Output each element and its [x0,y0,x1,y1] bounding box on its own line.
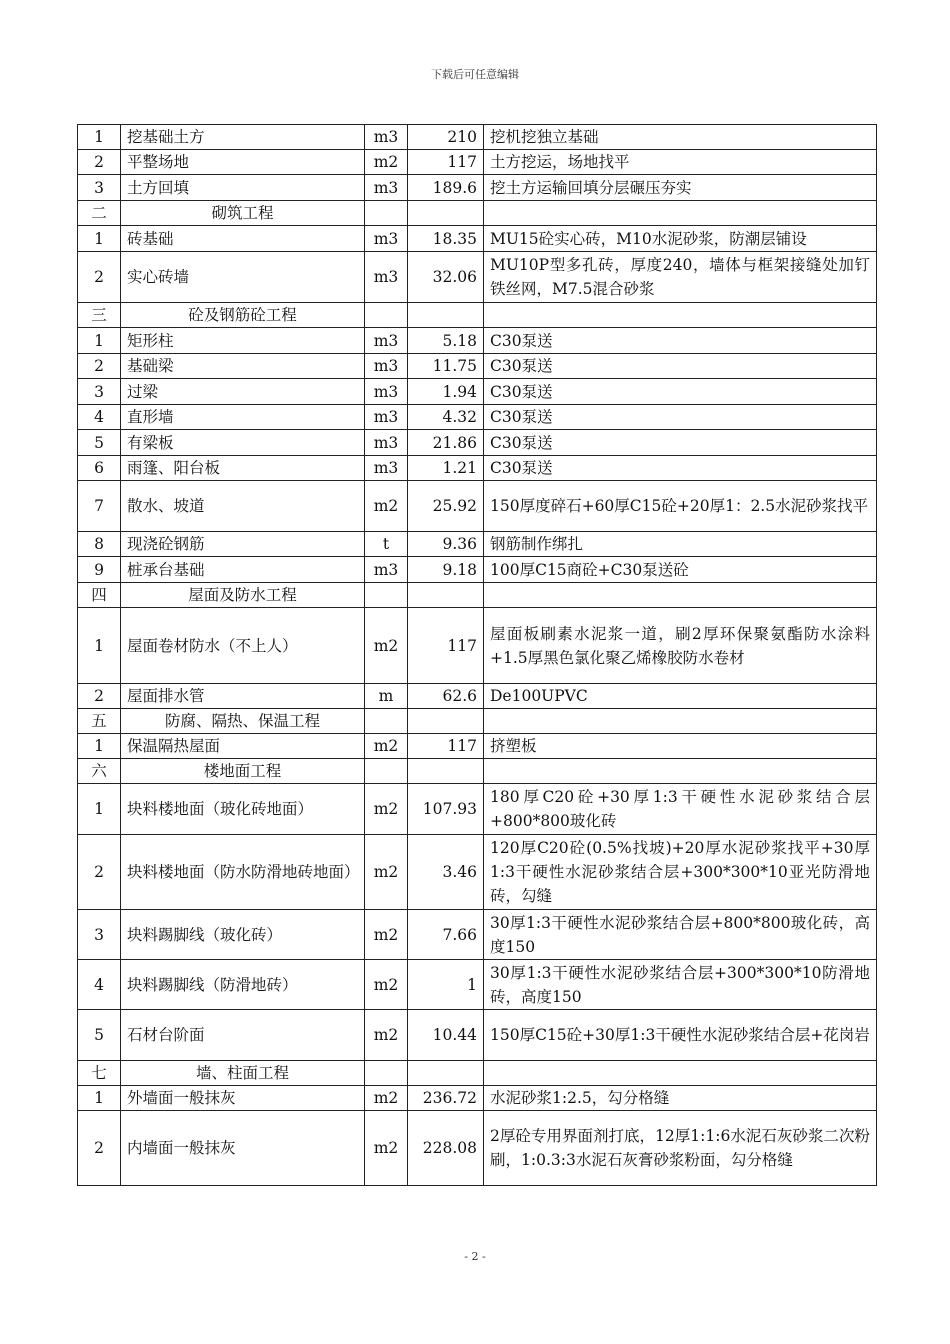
table-row [78,456,877,481]
description-cell: 钢筋制作绑扎 [484,532,877,557]
item-number: 5 [78,1010,121,1061]
item-number: 2 [78,150,121,175]
item-name: 外墙面一般抹灰 [121,1086,365,1111]
item-name: 直形墙 [121,405,365,430]
quantity-cell: 9.36 [408,532,484,557]
description-cell: De100UPVC [484,684,877,709]
quantity-cell: 117 [408,734,484,759]
item-number: 8 [78,532,121,557]
unit-cell: m3 [365,175,408,201]
item-number: 1 [78,734,121,759]
item-name: 保温隔热屋面 [121,734,365,759]
item-name: 块料楼地面（防水防滑地砖地面） [121,835,365,910]
table-row [78,910,877,960]
unit-cell: m2 [365,734,408,759]
description-cell: 土方挖运，场地找平 [484,150,877,175]
section-row [78,1061,877,1086]
item-name: 实心砖墙 [121,252,365,303]
description-cell: 150厚度碎石+60厚C15砼+20厚1：2.5水泥砂浆找平 [484,481,877,532]
unit-cell [365,303,408,328]
unit-cell: m2 [365,910,408,960]
item-name: 挖基础土方 [121,125,365,150]
item-name: 屋面排水管 [121,684,365,709]
item-number: 1 [78,328,121,354]
quantity-cell: 117 [408,608,484,684]
quantity-cell: 189.6 [408,175,484,201]
item-number: 5 [78,430,121,456]
item-number: 1 [78,784,121,835]
item-name: 石材台阶面 [121,1010,365,1061]
table-row [78,252,877,303]
table-row [78,150,877,175]
quantity-cell: 3.46 [408,835,484,910]
description-cell: 2厚砼专用界面剂打底，12厚1:1:6水泥石灰砂浆二次粉刷，1:0.3:3水泥石灰膏砂浆粉面，勾分格缝 [484,1111,877,1186]
unit-cell [365,583,408,608]
section-title: 楼地面工程 [121,759,365,784]
unit-cell: m2 [365,960,408,1010]
description-cell: 挤塑板 [484,734,877,759]
description-cell: C30泵送 [484,379,877,405]
unit-cell: m2 [365,1111,408,1186]
table-row [78,405,877,430]
section-title: 砌筑工程 [121,201,365,226]
item-number: 2 [78,684,121,709]
item-number: 6 [78,456,121,481]
table-row [78,1111,877,1186]
section-row [78,709,877,734]
item-number: 9 [78,557,121,583]
section-row [78,201,877,226]
section-number: 六 [78,759,121,784]
description-cell [484,759,877,784]
table-row [78,532,877,557]
quantity-cell: 228.08 [408,1111,484,1186]
table-row [78,379,877,405]
unit-cell: m2 [365,1086,408,1111]
item-number: 3 [78,910,121,960]
table-row [78,430,877,456]
item-number: 3 [78,175,121,201]
description-cell: C30泵送 [484,430,877,456]
section-title: 屋面及防水工程 [121,583,365,608]
description-cell: C30泵送 [484,405,877,430]
quantity-cell [408,1061,484,1086]
quantity-cell: 117 [408,150,484,175]
description-cell: 180厚C20砼+30厚1:3干硬性水泥砂浆结合层+800*800玻化砖 [484,784,877,835]
description-cell [484,1061,877,1086]
item-name: 块料踢脚线（玻化砖） [121,910,365,960]
quantity-cell: 10.44 [408,1010,484,1061]
quantity-cell: 9.18 [408,557,484,583]
table-row [78,226,877,252]
item-name: 有梁板 [121,430,365,456]
section-number: 四 [78,583,121,608]
table-row [78,481,877,532]
unit-cell: m2 [365,608,408,684]
section-row [78,759,877,784]
item-name: 平整场地 [121,150,365,175]
section-number: 五 [78,709,121,734]
unit-cell: m2 [365,481,408,532]
table-row [78,835,877,910]
quantity-cell: 32.06 [408,252,484,303]
unit-cell: m2 [365,150,408,175]
item-number: 2 [78,252,121,303]
quantity-cell: 25.92 [408,481,484,532]
description-cell: C30泵送 [484,354,877,379]
description-cell: 30厚1:3干硬性水泥砂浆结合层+800*800玻化砖，高度150 [484,910,877,960]
table-row [78,608,877,684]
unit-cell: t [365,532,408,557]
item-name: 屋面卷材防水（不上人） [121,608,365,684]
description-cell: 屋面板刷素水泥浆一道，刷2厚环保聚氨酯防水涂料+1.5厚黑色氯化聚乙烯橡胶防水卷材 [484,608,877,684]
bill-of-quantities-table [77,124,877,1186]
description-cell: 水泥砂浆1:2.5，勾分格缝 [484,1086,877,1111]
section-number: 七 [78,1061,121,1086]
unit-cell [365,201,408,226]
table-row [78,328,877,354]
quantity-cell: 1.94 [408,379,484,405]
description-cell: 120厚C20砼(0.5%找坡)+20厚水泥砂浆找平+30厚1:3干硬性水泥砂浆结合层+300*300*10亚光防滑地砖，勾缝 [484,835,877,910]
unit-cell [365,759,408,784]
quantity-cell: 236.72 [408,1086,484,1111]
section-title: 防腐、隔热、保温工程 [121,709,365,734]
section-title: 墙、柱面工程 [121,1061,365,1086]
table-row [78,175,877,201]
unit-cell [365,709,408,734]
quantity-cell: 107.93 [408,784,484,835]
description-cell [484,583,877,608]
page-number: - 2 - [464,1250,486,1263]
item-number: 2 [78,354,121,379]
item-number: 3 [78,379,121,405]
table-row [78,354,877,379]
description-cell: 100厚C15商砼+C30泵送砼 [484,557,877,583]
unit-cell: m3 [365,226,408,252]
description-cell: 挖土方运输回填分层碾压夯实 [484,175,877,201]
description-cell [484,709,877,734]
quantity-cell: 18.35 [408,226,484,252]
quantity-cell: 1 [408,960,484,1010]
item-name: 雨篷、阳台板 [121,456,365,481]
table-row [78,125,877,150]
table-row [78,960,877,1010]
unit-cell: m3 [365,405,408,430]
item-name: 砖基础 [121,226,365,252]
unit-cell: m2 [365,835,408,910]
section-title: 砼及钢筋砼工程 [121,303,365,328]
item-name: 过梁 [121,379,365,405]
item-name: 块料楼地面（玻化砖地面） [121,784,365,835]
unit-cell: m2 [365,784,408,835]
table-row [78,784,877,835]
description-cell [484,303,877,328]
section-number: 二 [78,201,121,226]
item-name: 散水、坡道 [121,481,365,532]
page-header: 下载后可任意编辑 [431,68,519,81]
unit-cell: m3 [365,379,408,405]
unit-cell: m2 [365,1010,408,1061]
quantity-cell: 210 [408,125,484,150]
quantity-cell [408,759,484,784]
quantity-cell: 62.6 [408,684,484,709]
item-name: 土方回填 [121,175,365,201]
table-row [78,1086,877,1111]
quantity-cell: 5.18 [408,328,484,354]
quantity-cell: 7.66 [408,910,484,960]
item-number: 2 [78,1111,121,1186]
quantity-cell: 21.86 [408,430,484,456]
table-row [78,557,877,583]
quantity-cell: 1.21 [408,456,484,481]
item-number: 7 [78,481,121,532]
item-number: 4 [78,960,121,1010]
description-cell: C30泵送 [484,328,877,354]
item-name: 内墙面一般抹灰 [121,1111,365,1186]
unit-cell: m3 [365,430,408,456]
description-cell [484,201,877,226]
item-name: 矩形柱 [121,328,365,354]
quantity-cell [408,303,484,328]
unit-cell: m3 [365,328,408,354]
quantity-cell: 4.32 [408,405,484,430]
section-row [78,583,877,608]
unit-cell [365,1061,408,1086]
unit-cell: m3 [365,125,408,150]
unit-cell: m3 [365,354,408,379]
item-name: 基础梁 [121,354,365,379]
item-number: 4 [78,405,121,430]
description-cell: C30泵送 [484,456,877,481]
quantity-cell [408,201,484,226]
item-number: 1 [78,608,121,684]
unit-cell: m3 [365,456,408,481]
table-row [78,684,877,709]
table-row [78,1010,877,1061]
item-number: 1 [78,1086,121,1111]
quantity-cell: 11.75 [408,354,484,379]
table-row [78,734,877,759]
quantity-cell [408,583,484,608]
item-number: 2 [78,835,121,910]
item-number: 1 [78,125,121,150]
unit-cell: m3 [365,252,408,303]
quantity-cell [408,709,484,734]
section-number: 三 [78,303,121,328]
item-name: 桩承台基础 [121,557,365,583]
description-cell: 30厚1:3干硬性水泥砂浆结合层+300*300*10防滑地砖，高度150 [484,960,877,1010]
description-cell: 150厚C15砼+30厚1:3干硬性水泥砂浆结合层+花岗岩 [484,1010,877,1061]
description-cell: MU10P型多孔砖，厚度240，墙体与框架接缝处加钉铁丝网，M7.5混合砂浆 [484,252,877,303]
description-cell: MU15砼实心砖，M10水泥砂浆，防潮层铺设 [484,226,877,252]
description-cell: 挖机挖独立基础 [484,125,877,150]
unit-cell: m3 [365,557,408,583]
unit-cell: m [365,684,408,709]
item-number: 1 [78,226,121,252]
item-name: 块料踢脚线（防滑地砖） [121,960,365,1010]
section-row [78,303,877,328]
item-name: 现浇砼钢筋 [121,532,365,557]
